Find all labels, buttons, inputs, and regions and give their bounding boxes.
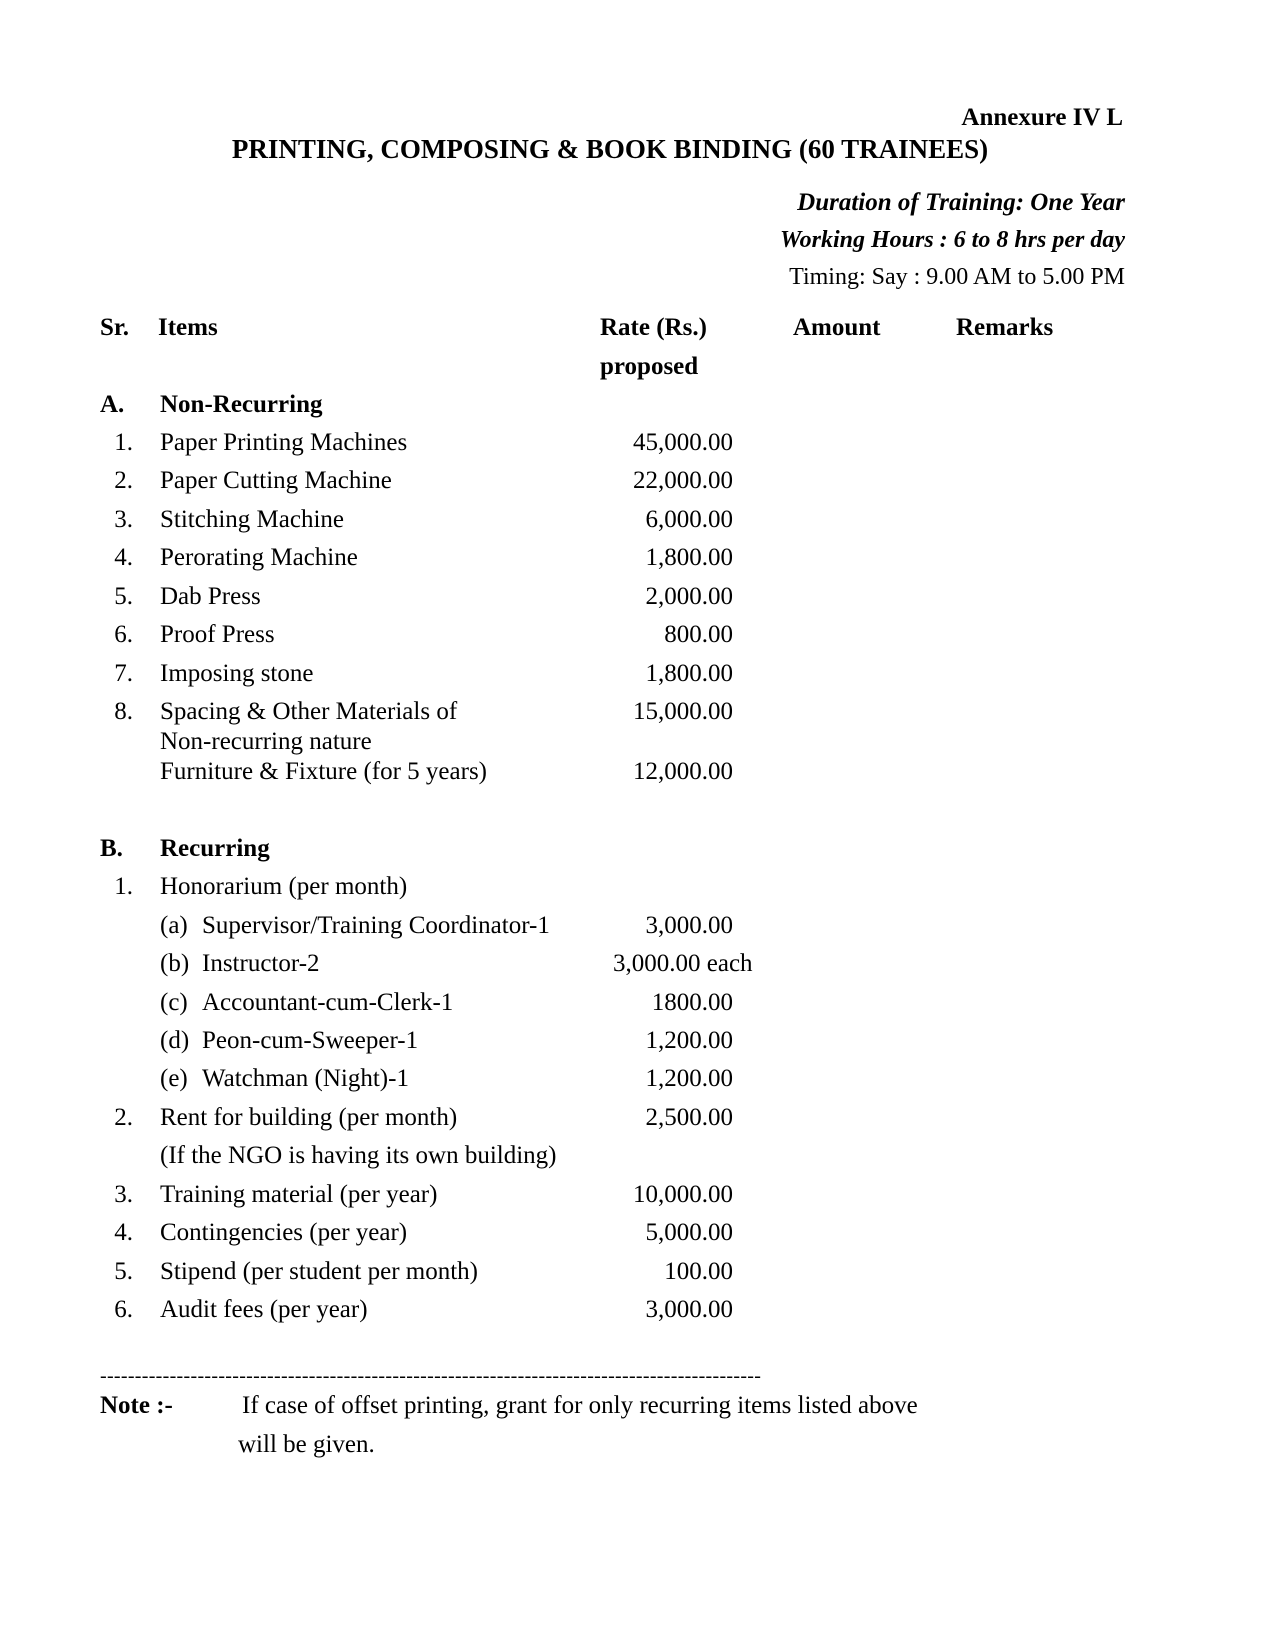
table-row <box>0 429 1275 463</box>
table-row <box>0 583 1275 617</box>
row-rate: 3,000.00 <box>645 1296 733 1323</box>
row-rate: 6,000.00 <box>645 506 733 533</box>
table-row <box>0 1296 1275 1330</box>
row-sr: 7. <box>114 660 133 687</box>
row-item: Audit fees (per year) <box>160 1296 368 1323</box>
training-duration: Duration of Training: One Year <box>797 189 1125 216</box>
row-sr: 5. <box>114 583 133 610</box>
row-sr: 2. <box>114 1104 133 1131</box>
sub-row-label: (a) <box>160 912 188 939</box>
dashed-divider: ----------------------------------------------------------------------------------------------- <box>100 1365 762 1387</box>
row-rate: 1,800.00 <box>645 544 733 571</box>
row-sr: 2. <box>114 467 133 494</box>
row-item: Imposing stone <box>160 660 314 687</box>
table-row <box>0 544 1275 578</box>
row-item: Paper Printing Machines <box>160 429 408 456</box>
rent-note: (If the NGO is having its own building) <box>160 1142 557 1169</box>
note-label: Note :- <box>100 1392 173 1419</box>
row-rate: 2,000.00 <box>645 583 733 610</box>
column-header-remarks: Remarks <box>956 314 1054 341</box>
table-row-note <box>0 1142 1275 1176</box>
row-item: Training material (per year) <box>160 1181 438 1208</box>
table-row <box>0 1219 1275 1253</box>
table-row <box>0 467 1275 501</box>
row-item: Stitching Machine <box>160 506 344 533</box>
row-rate: 5,000.00 <box>645 1219 733 1246</box>
sub-row-rate: 3,000.00 <box>645 912 733 939</box>
row-rate: 800.00 <box>664 621 733 648</box>
row-item: Dab Press <box>160 583 261 610</box>
section-label: A. <box>100 391 125 418</box>
section-title: Non-Recurring <box>160 391 323 418</box>
column-header-items: Items <box>158 314 218 341</box>
table-row <box>0 1181 1275 1215</box>
column-header-sr: Sr. <box>100 314 129 341</box>
column-header-rate-sub: proposed <box>600 353 699 380</box>
sub-row <box>0 1027 1275 1061</box>
working-hours: Working Hours : 6 to 8 hrs per day <box>780 227 1125 253</box>
row-item: Honorarium (per month) <box>160 873 408 900</box>
row-sr: 4. <box>114 544 133 571</box>
sub-row-label: (c) <box>160 989 188 1016</box>
sub-row-label: (e) <box>160 1065 188 1092</box>
sub-row-item: Peon-cum-Sweeper-1 <box>202 1027 419 1054</box>
row-sr: 6. <box>114 621 133 648</box>
table-row <box>0 506 1275 540</box>
sub-row <box>0 950 1275 984</box>
sub-row <box>0 912 1275 946</box>
row-item: Perorating Machine <box>160 544 358 571</box>
annexure-label: Annexure IV L <box>961 104 1123 131</box>
row-sr: 4. <box>114 1219 133 1246</box>
row-item: Proof Press <box>160 621 275 648</box>
table-row <box>0 660 1275 694</box>
row-item: Contingencies (per year) <box>160 1219 408 1246</box>
table-row <box>0 698 1275 732</box>
sub-row-item: Watchman (Night)-1 <box>202 1065 409 1092</box>
row-item: Rent for building (per month) <box>160 1104 458 1131</box>
row-rate: 22,000.00 <box>633 467 733 494</box>
row-sr: 6. <box>114 1296 133 1323</box>
row-rate: 45,000.00 <box>633 429 733 456</box>
sub-row-item: Supervisor/Training Coordinator-1 <box>202 912 550 939</box>
table-row <box>0 873 1275 907</box>
note-text-line-1: If case of offset printing, grant for only recurring items listed above <box>242 1392 918 1419</box>
table-row <box>0 621 1275 655</box>
sub-row <box>0 989 1275 1023</box>
row-sr: 8. <box>114 698 133 725</box>
sub-row <box>0 1065 1275 1099</box>
section-title: Recurring <box>160 835 270 862</box>
row-item-continuation: Non-recurring nature <box>160 728 372 755</box>
sub-row-rate: 3,000.00 each <box>613 950 753 977</box>
sub-row-item: Instructor-2 <box>202 950 320 977</box>
table-row <box>0 1104 1275 1138</box>
row-rate: 1,800.00 <box>645 660 733 687</box>
row-sr: 3. <box>114 1181 133 1208</box>
row-item: Spacing & Other Materials of <box>160 698 458 725</box>
column-header-rate: Rate (Rs.) <box>600 314 707 341</box>
sub-row-item: Accountant-cum-Clerk-1 <box>202 989 454 1016</box>
row-rate: 2,500.00 <box>645 1104 733 1131</box>
row-rate: 15,000.00 <box>633 698 733 725</box>
table-row <box>0 1258 1275 1292</box>
row-sr: 5. <box>114 1258 133 1285</box>
row-rate: 10,000.00 <box>633 1181 733 1208</box>
sub-row-label: (b) <box>160 950 190 977</box>
sub-row-rate: 1,200.00 <box>645 1065 733 1092</box>
page-title: PRINTING, COMPOSING & BOOK BINDING (60 TRAINEES) <box>231 134 989 164</box>
column-header-amount: Amount <box>793 314 881 341</box>
sub-row-label: (d) <box>160 1027 190 1054</box>
table-row <box>0 758 1275 792</box>
section-label: B. <box>100 835 123 862</box>
row-sr: 1. <box>114 429 133 456</box>
section-b-header <box>0 835 1275 869</box>
section-a-header <box>0 391 1275 425</box>
row-rate: 12,000.00 <box>633 758 733 785</box>
sub-row-rate: 1800.00 <box>651 989 733 1016</box>
row-sr: 3. <box>114 506 133 533</box>
timing: Timing: Say : 9.00 AM to 5.00 PM <box>789 264 1125 290</box>
note-text-line-2: will be given. <box>238 1431 375 1458</box>
row-item: Paper Cutting Machine <box>160 467 392 494</box>
row-item: Stipend (per student per month) <box>160 1258 478 1285</box>
sub-row-rate: 1,200.00 <box>645 1027 733 1054</box>
table-row-continuation <box>0 728 1275 762</box>
row-rate: 100.00 <box>664 1258 733 1285</box>
row-sr: 1. <box>114 873 133 900</box>
row-item: Furniture & Fixture (for 5 years) <box>160 758 488 785</box>
